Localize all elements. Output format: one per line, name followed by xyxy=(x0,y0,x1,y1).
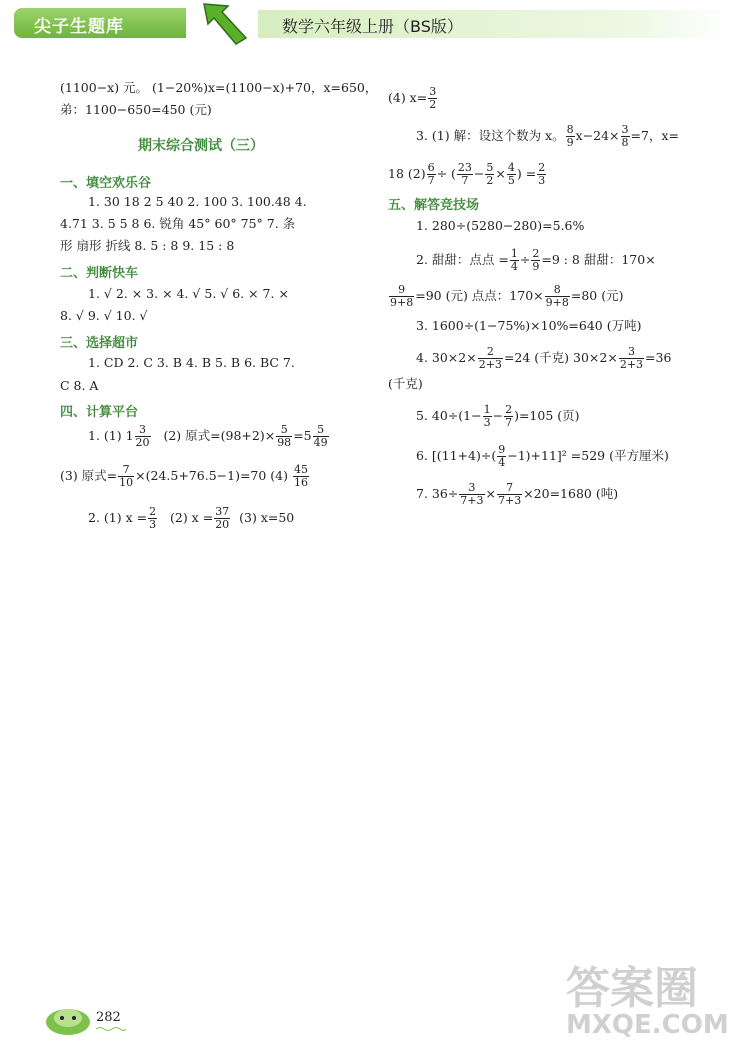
answer-line: 1. 280÷(5280−280)=5.6% xyxy=(416,218,585,233)
math-line: $\frac{9}{9+8}$ =90 (元) 点点：170× $\frac{8}{9+8}$ =80 (元) xyxy=(390,283,624,309)
book-title-banner xyxy=(258,10,728,38)
math-line: 5. 40÷(1− $\frac{1}{3}$ − $\frac{2}{7}$ )=105 (页) xyxy=(416,403,580,429)
math-line: 2. 甜甜：点点 = $\frac{1}{4}$ ÷ $\frac{2}{9}$ =9 : 8 甜甜：170× xyxy=(416,247,656,273)
math-line: 7. 36÷ $\frac{3}{7+3}$ × $\frac{7}{7+3}$ ×20=1680 (吨) xyxy=(416,481,619,507)
book-title: 数学六年级上册（BS版） xyxy=(282,17,463,36)
math-line: 6. [(11+4)÷( $\frac{9}{4}$ −1)+11]² =529 (平方厘米) xyxy=(416,443,669,469)
answer-line: 1. CD 2. C 3. B 4. B 5. B 6. BC 7. xyxy=(88,355,295,370)
text-line: (1100−x) 元。 (1−20%)x=(1100−x)+70，x=650， xyxy=(60,80,378,95)
watermark-logo: 答案圈 xyxy=(566,963,698,1014)
answer-line: 8. √ 9. √ 10. √ xyxy=(60,308,148,323)
answer-line: 3. 1600÷(1−75%)×10%=640 (万吨) xyxy=(416,318,642,333)
section-title: 期末综合测试（三） xyxy=(138,138,264,154)
brand-banner xyxy=(14,8,186,38)
text-line: 弟：1100−650=450 (元) xyxy=(60,102,212,117)
answer-line: (千克) xyxy=(388,376,423,391)
math-line: 3. (1) 解：设这个数为 x。 $\frac{8}{9}$ x−24× $\frac{3}{8}$ =7，x= xyxy=(416,123,679,149)
math-line: (4) x= $\frac{3}{2}$ xyxy=(388,85,437,111)
math-line: 18 (2) $\frac{6}{7}$ ÷ ( $\frac{23}{7}$ − $\frac{5}{2}$ × $\frac{4}{5}$ ) = $\frac{2}{3}$ xyxy=(388,161,546,187)
section-heading: 五、解答竞技场 xyxy=(388,198,480,213)
answer-line: 1. √ 2. × 3. × 4. √ 5. √ 6. × 7. × xyxy=(88,286,289,301)
answer-line: 形 扇形 折线 8. 5 : 8 9. 15 : 8 xyxy=(60,238,235,253)
section-heading: 一、填空欢乐谷 xyxy=(60,176,152,191)
section-heading: 三、选择超市 xyxy=(60,336,139,351)
wave-decoration xyxy=(96,1026,126,1032)
answer-line: C 8. A xyxy=(60,378,99,393)
arrow-icon xyxy=(196,0,252,46)
math-line: (3) 原式= $\frac{7}{10}$ ×(24.5+76.5−1)=70 (4) $\frac{45}{16}$ xyxy=(60,463,308,489)
section-heading: 二、判断快车 xyxy=(60,266,139,281)
math-line: 1. (1) 1 $\frac{3}{20}$ (2) 原式=(98+2)× $\frac{5}{98}$ =5 $\frac{5}{49}$ xyxy=(88,423,328,449)
watermark-url: MXQE.COM xyxy=(566,1010,729,1040)
answer-line: 1. 30 18 2 5 40 2. 100 3. 100.48 4. xyxy=(88,194,307,209)
page-number: 282 xyxy=(96,1010,121,1025)
math-line: 2. (1) x = $\frac{2}{3}$ (2) x = $\frac{37}{20}$ (3) x=50 xyxy=(88,505,295,531)
mascot-icon xyxy=(40,996,96,1036)
brand-text: 尖子生题库 xyxy=(34,17,124,37)
section-heading: 四、计算平台 xyxy=(60,405,139,420)
math-line: 4. 30×2× $\frac{2}{2+3}$ =24 (千克) 30×2× $\frac{3}{2+3}$ =36 xyxy=(416,345,672,371)
answer-line: 4.71 3. 5 5 8 6. 锐角 45° 60° 75° 7. 条 xyxy=(60,216,296,231)
